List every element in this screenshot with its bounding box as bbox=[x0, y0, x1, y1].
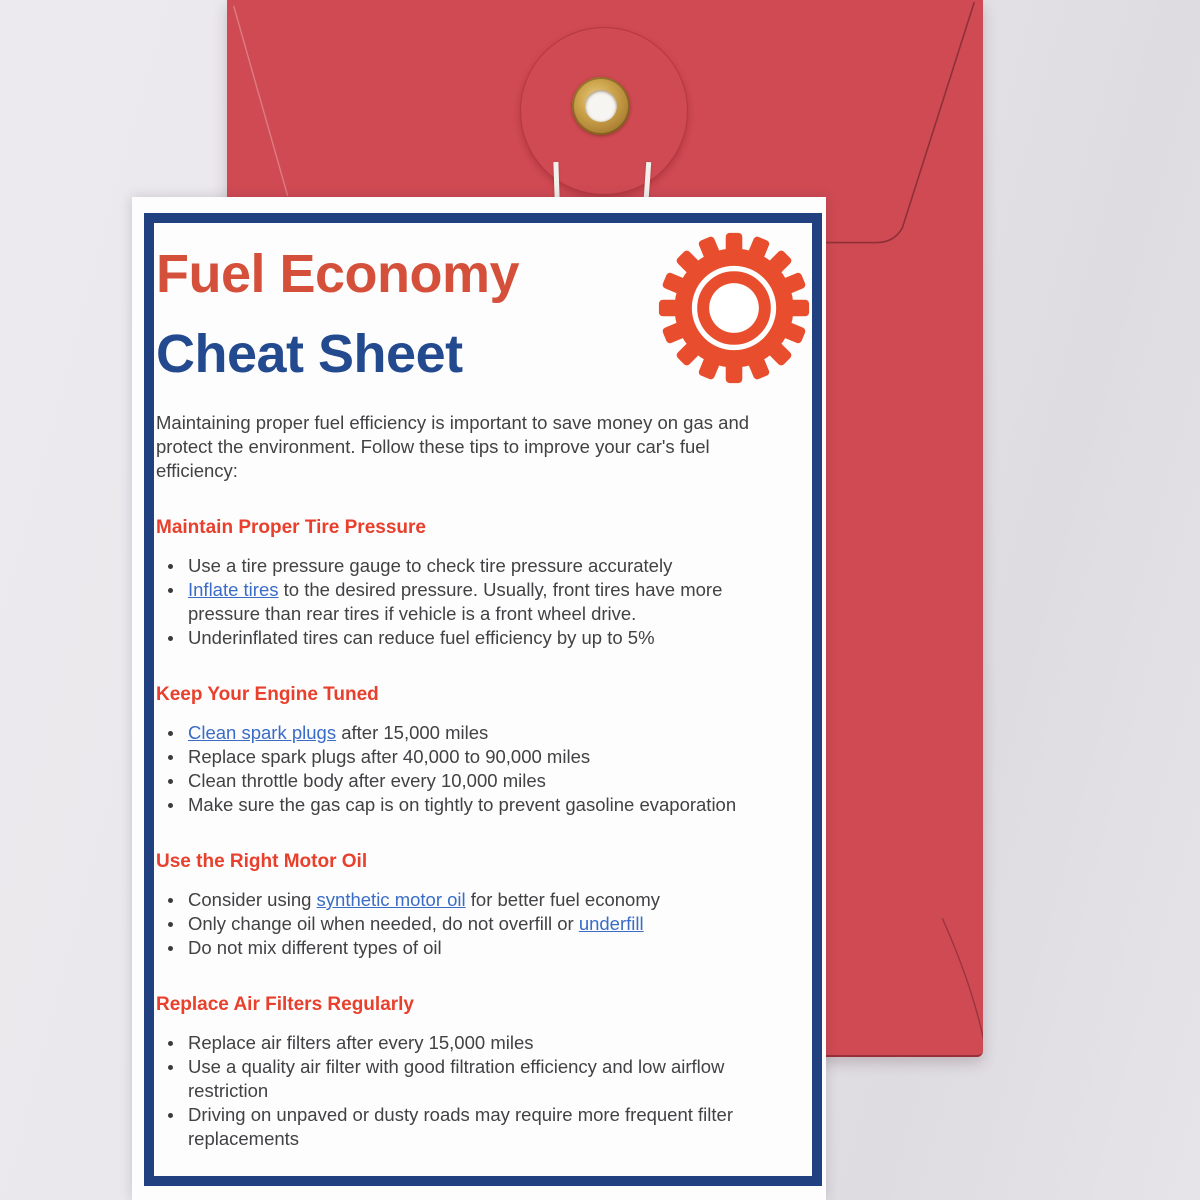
bullet-text: Replace air filters after every 15,000 miles bbox=[188, 1032, 534, 1053]
bullet-item bbox=[156, 578, 796, 626]
bullet-marker bbox=[168, 588, 173, 593]
bullet-item bbox=[156, 793, 796, 817]
bullet-item bbox=[156, 1055, 796, 1103]
bullet-text: Only change oil when needed, do not overfill or bbox=[188, 913, 579, 934]
bullet-text: Use a tire pressure gauge to check tire pressure accurately bbox=[188, 555, 673, 576]
bullet-item bbox=[156, 721, 796, 745]
bullet-marker bbox=[168, 636, 173, 641]
bullet-item bbox=[156, 936, 796, 960]
intro-paragraph: Maintaining proper fuel efficiency is important to save money on gas and protect the environment. Follow these tips to improve your car's fuel efficiency: bbox=[156, 412, 750, 481]
synthetic-motor-oil-link[interactable]: synthetic motor oil bbox=[316, 889, 466, 910]
bullet-text: for better fuel economy bbox=[465, 889, 660, 910]
bullet-text: Replace spark plugs after 40,000 to 90,000 miles bbox=[188, 746, 591, 767]
bullet-item bbox=[156, 745, 796, 769]
bullet-marker bbox=[168, 1113, 173, 1118]
underfill-link[interactable]: underfill bbox=[578, 913, 644, 934]
bullet-marker bbox=[168, 922, 173, 927]
bullet-item bbox=[156, 912, 796, 936]
section-heading-motor-oil: Use the Right Motor Oil bbox=[156, 851, 368, 872]
bullet-text: Do not mix different types of oil bbox=[188, 937, 442, 958]
bullet-text: Underinflated tires can reduce fuel efficiency by up to 5% bbox=[188, 627, 655, 648]
section-heading-air-filters: Replace Air Filters Regularly bbox=[156, 994, 415, 1015]
bullet-marker bbox=[168, 779, 173, 784]
bullet-text: Driving on unpaved or dusty roads may require more frequent filter replacements bbox=[188, 1104, 733, 1149]
clasp-disc bbox=[520, 27, 688, 195]
doc-title-line2: Cheat Sheet bbox=[156, 324, 463, 384]
grommet-hole bbox=[585, 90, 617, 122]
bullet-item bbox=[156, 769, 796, 793]
bullet-text: Clean throttle body after every 10,000 miles bbox=[188, 770, 546, 791]
bullet-marker bbox=[168, 1041, 173, 1046]
clean-spark-plugs-link[interactable]: Clean spark plugs bbox=[188, 722, 337, 743]
bullet-marker bbox=[168, 898, 173, 903]
document-page bbox=[132, 197, 826, 1200]
bullet-list bbox=[156, 888, 806, 960]
bullet-marker bbox=[168, 731, 173, 736]
section-heading-tire-pressure: Maintain Proper Tire Pressure bbox=[156, 517, 426, 538]
bullet-list bbox=[156, 1031, 806, 1151]
bullet-item bbox=[156, 1103, 796, 1151]
bullet-marker bbox=[168, 755, 173, 760]
bullet-list bbox=[156, 554, 806, 650]
bullet-list bbox=[156, 721, 806, 817]
bullet-item bbox=[156, 888, 796, 912]
bullet-marker bbox=[168, 564, 173, 569]
grommet-icon bbox=[572, 77, 630, 135]
bullet-text: after 15,000 miles bbox=[336, 722, 489, 743]
bullet-text: to the desired pressure. Usually, front tires have more pressure than rear tires if vehicle is a front wheel drive. bbox=[188, 579, 723, 624]
bullet-item bbox=[156, 554, 796, 578]
bullet-text: Use a quality air filter with good filtration efficiency and low airflow restriction bbox=[188, 1056, 725, 1101]
bullet-text: Consider using bbox=[188, 889, 317, 910]
bullet-marker bbox=[168, 1065, 173, 1070]
inflate-tires-link[interactable]: Inflate tires bbox=[188, 579, 279, 600]
bullet-text: Make sure the gas cap is on tightly to prevent gasoline evaporation bbox=[188, 794, 737, 815]
section-heading-engine-tuned: Keep Your Engine Tuned bbox=[156, 684, 379, 705]
bullet-marker bbox=[168, 946, 173, 951]
document-content bbox=[156, 223, 806, 1174]
bullet-item bbox=[156, 626, 796, 650]
bullet-item bbox=[156, 1031, 796, 1055]
doc-title-line1: Fuel Economy bbox=[156, 244, 520, 304]
bullet-marker bbox=[168, 803, 173, 808]
